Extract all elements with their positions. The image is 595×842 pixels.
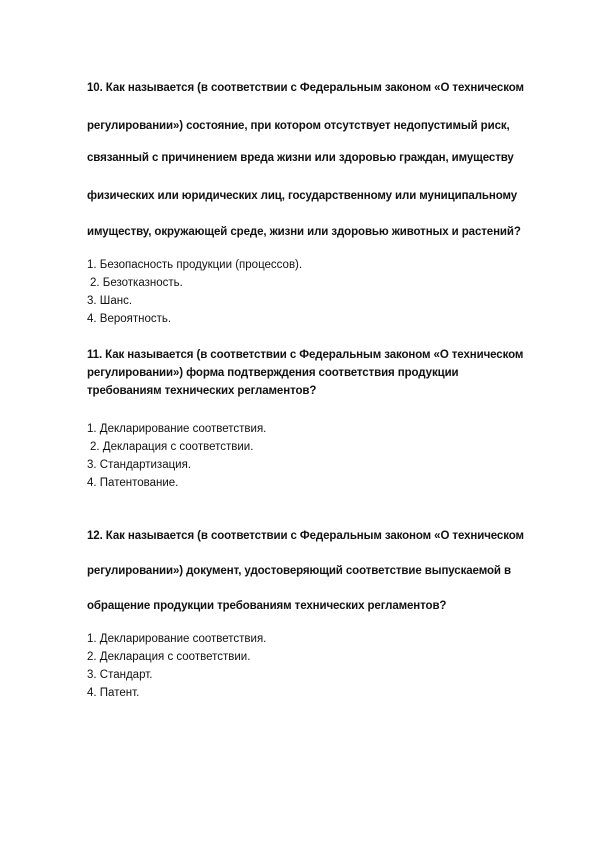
question-12-line-1: 12. Как называется (в соответствии с Федеральным законом «О техническом xyxy=(87,530,524,542)
question-12-line-2: регулировании») документ, удостоверяющий соответствие выпускаемой в xyxy=(87,565,511,577)
question-10-line-3: связанный с причинением вреда жизни или здоровью граждан, имуществу xyxy=(87,152,514,164)
question-11-line-3: требованиям технических регламентов? xyxy=(87,385,317,397)
question-11-line-2: регулировании») форма подтверждения соответствия продукции xyxy=(87,367,459,379)
question-10-line-5: имуществу, окружающей среде, жизни или здоровью животных и растений? xyxy=(87,226,521,238)
question-10-option-1: 1. Безопасность продукции (процессов). xyxy=(87,259,303,271)
question-10-option-4: 4. Вероятность. xyxy=(87,313,172,325)
question-11-line-1: 11. Как называется (в соответствии с Федеральным законом «О техническом xyxy=(87,349,524,361)
question-12-option-3: 3. Стандарт. xyxy=(87,669,153,681)
question-10-line-1: 10. Как называется (в соответствии с Федеральным законом «О техническом xyxy=(87,82,524,94)
question-12-line-3: обращение продукции требованиям технических регламентов? xyxy=(87,600,447,612)
question-10-option-2: 2. Безотказность. xyxy=(90,277,183,289)
question-12-option-2: 2. Декларация с соответствии. xyxy=(87,651,251,663)
question-12-option-4: 4. Патент. xyxy=(87,687,140,699)
question-10-option-3: 3. Шанс. xyxy=(87,295,133,307)
question-10-line-4: физических или юридических лиц, государственному или муниципальному xyxy=(87,190,518,202)
question-12-option-1: 1. Декларирование соответствия. xyxy=(87,633,267,645)
question-11-option-4: 4. Патентование. xyxy=(87,477,179,489)
question-10-line-2: регулировании») состояние, при котором отсутствует недопустимый риск, xyxy=(87,120,510,132)
question-11-option-3: 3. Стандартизация. xyxy=(87,459,192,471)
question-11-option-2: 2. Декларация с соответствии. xyxy=(90,441,254,453)
question-11-option-1: 1. Декларирование соответствия. xyxy=(87,423,267,435)
